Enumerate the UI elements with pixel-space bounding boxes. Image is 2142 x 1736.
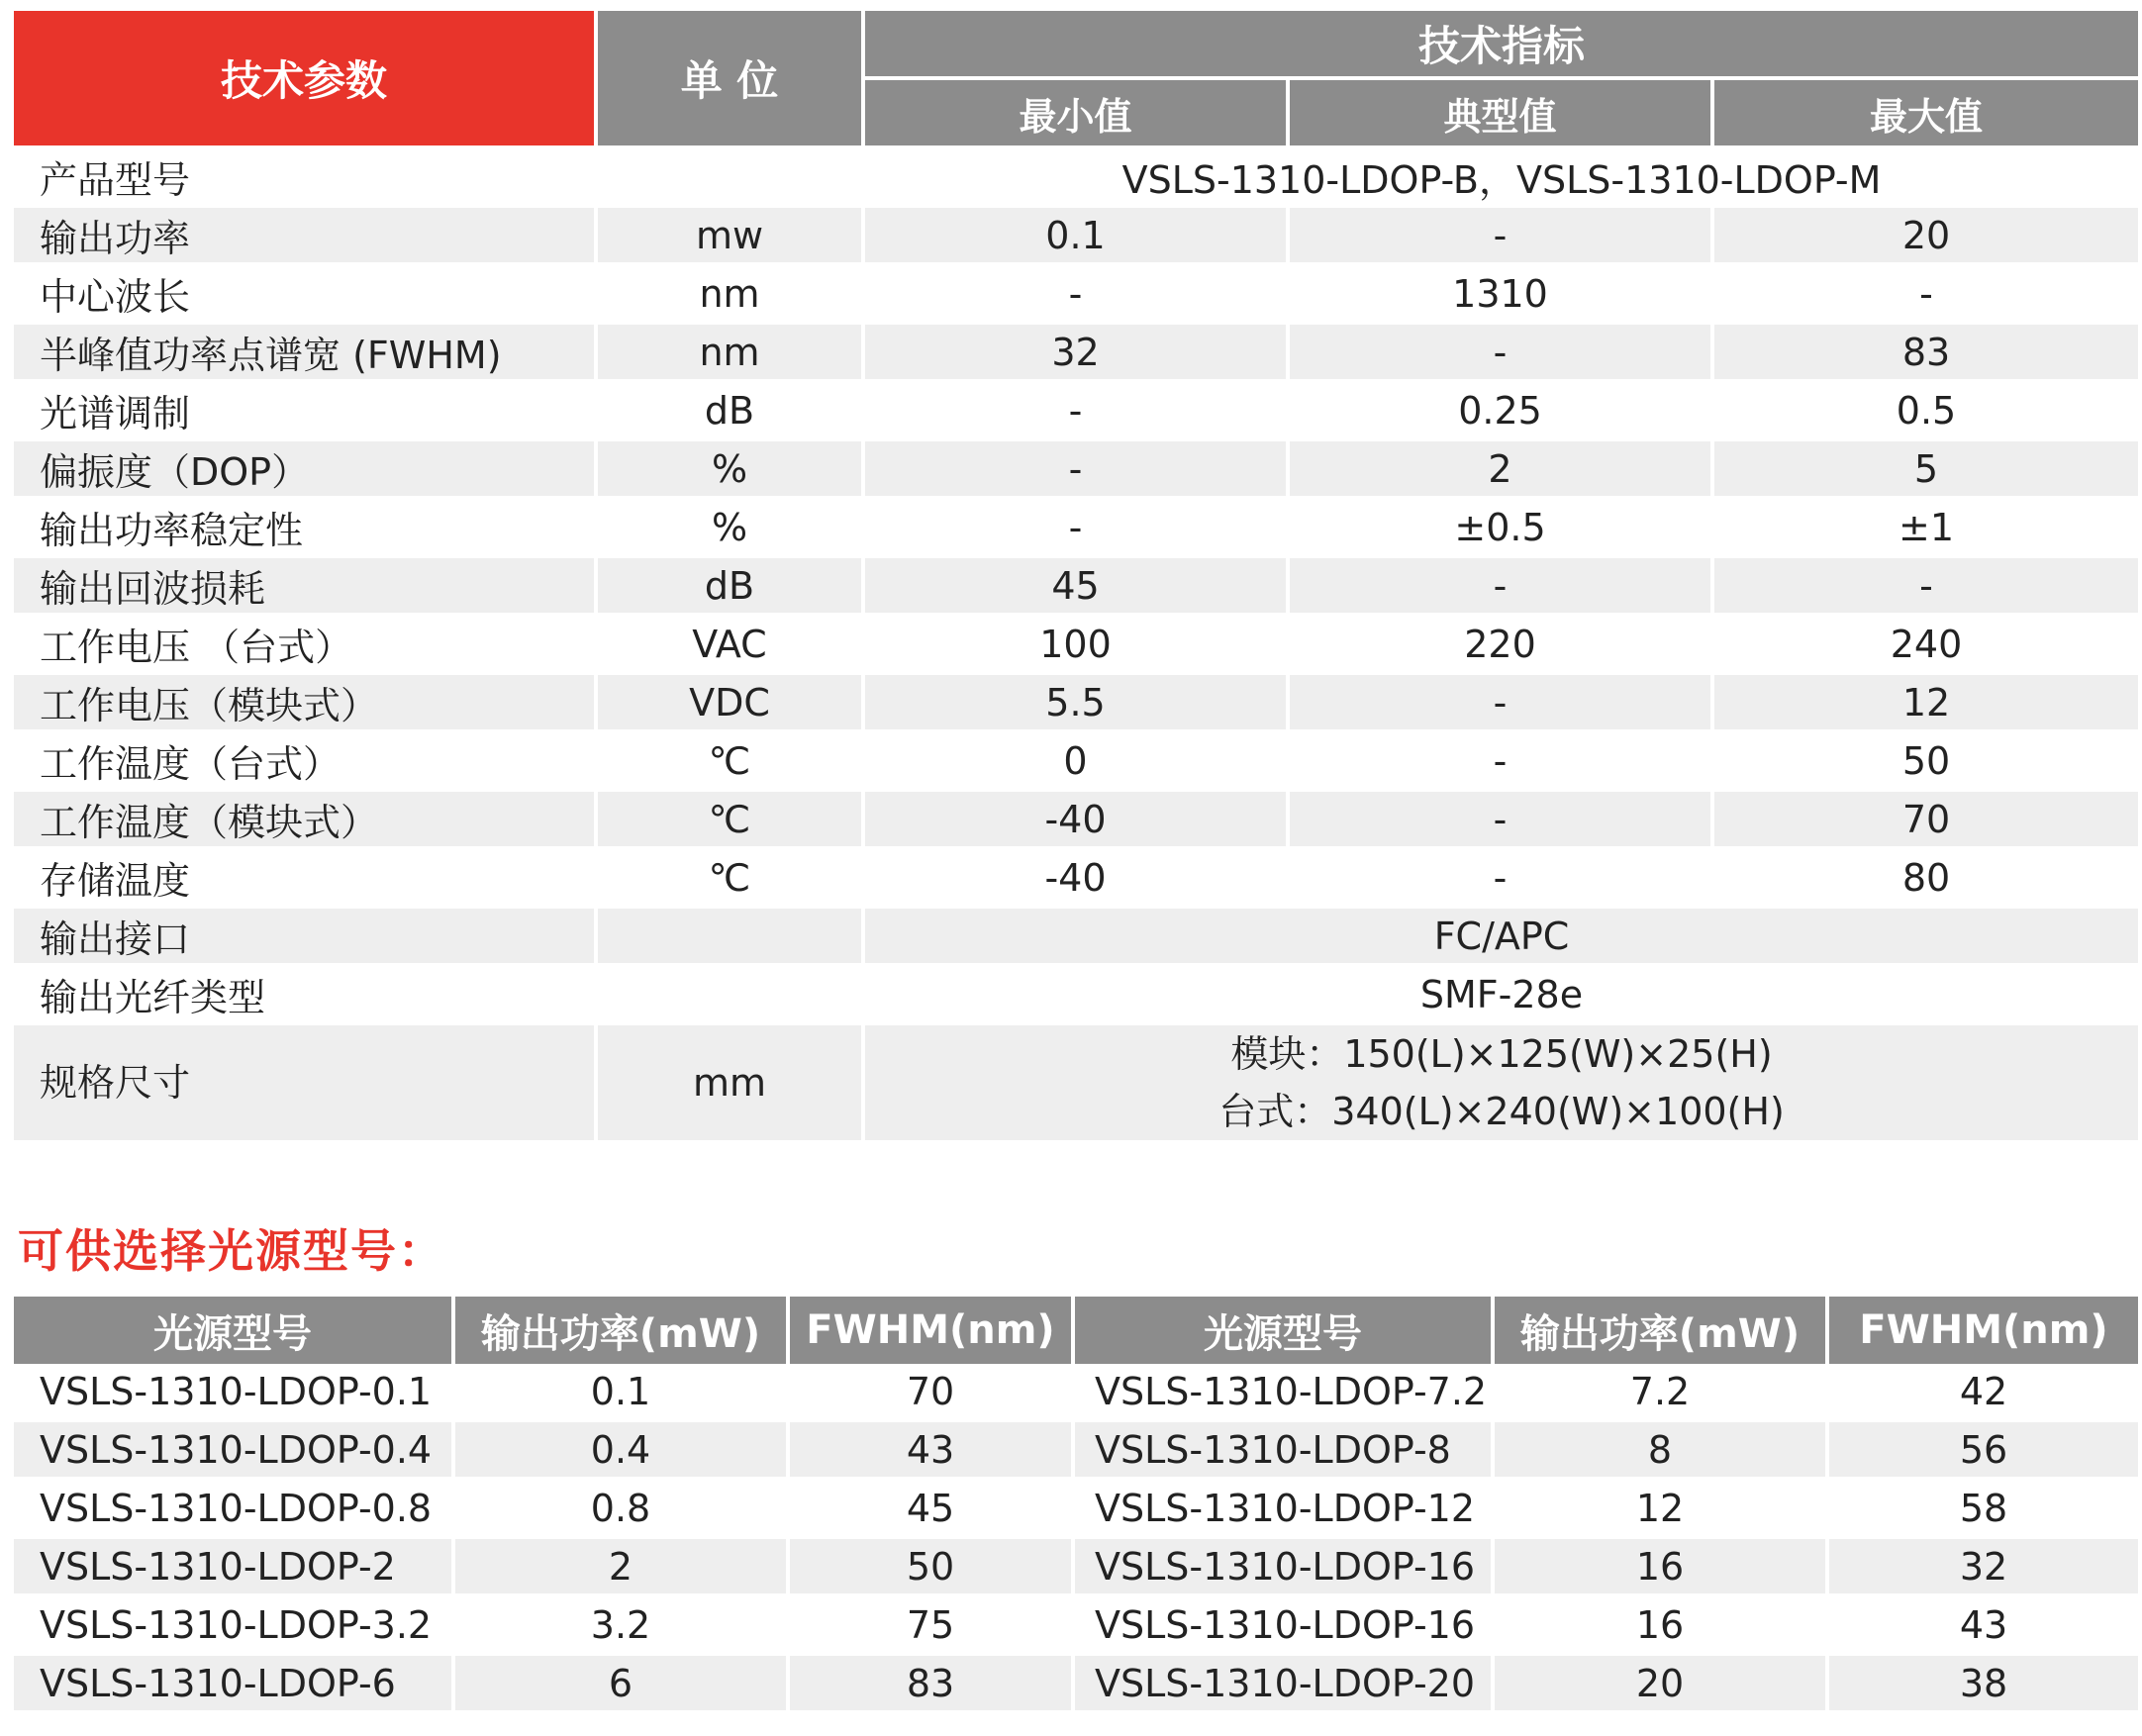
model-power: 8 — [1495, 1422, 1829, 1481]
param-max: 240 — [1714, 617, 2138, 675]
param-unit: VAC — [598, 617, 865, 675]
param-name: 中心波长 — [14, 266, 598, 325]
param-unit: VDC — [598, 675, 865, 733]
model-name: VSLS-1310-LDOP-16 — [1075, 1597, 1495, 1656]
models-table — [14, 1297, 2138, 1714]
col-fwhm: FWHM(nm) — [1829, 1297, 2138, 1364]
model-power: 16 — [1495, 1539, 1829, 1597]
model-fwhm: 38 — [1829, 1656, 2138, 1714]
model-name: VSLS-1310-LDOP-16 — [1075, 1539, 1495, 1597]
param-name: 输出功率稳定性 — [14, 500, 598, 558]
param-typ: 1310 — [1290, 266, 1714, 325]
model-power: 16 — [1495, 1597, 1829, 1656]
col-power: 输出功率(mW) — [455, 1297, 790, 1364]
size-module: 模块：150(L)×125(W)×25(H) — [1230, 1032, 1773, 1076]
param-typ: ±0.5 — [1290, 500, 1714, 558]
model-row — [14, 1656, 2138, 1714]
model-fwhm: 56 — [1829, 1422, 2138, 1481]
param-unit: mw — [598, 208, 865, 266]
param-min: 0 — [865, 733, 1290, 792]
model-name: VSLS-1310-LDOP-8 — [1075, 1422, 1495, 1481]
size-desktop: 台式：340(L)×240(W)×100(H) — [1218, 1090, 1785, 1133]
param-max: ±1 — [1714, 500, 2138, 558]
spec-row — [14, 1025, 2138, 1144]
model-power: 0.1 — [455, 1364, 790, 1422]
param-span-value: SMF-28e — [865, 967, 2138, 1025]
spec-row — [14, 441, 2138, 500]
param-unit: mm — [598, 1025, 865, 1144]
param-max: 83 — [1714, 325, 2138, 383]
models-heading: 可供选择光源型号： — [18, 1224, 445, 1278]
models-table-container — [14, 1297, 2138, 1714]
model-fwhm: 75 — [790, 1597, 1075, 1656]
model-row — [14, 1539, 2138, 1597]
model-fwhm: 32 — [1829, 1539, 2138, 1597]
header-unit: 单 位 — [598, 11, 865, 149]
param-min: - — [865, 266, 1290, 325]
model-fwhm: 45 — [790, 1481, 1075, 1539]
model-fwhm: 58 — [1829, 1481, 2138, 1539]
model-name: VSLS-1310-LDOP-7.2 — [1075, 1364, 1495, 1422]
spec-row — [14, 909, 2138, 967]
param-typ: - — [1290, 325, 1714, 383]
param-max: 20 — [1714, 208, 2138, 266]
model-power: 0.8 — [455, 1481, 790, 1539]
param-typ: 220 — [1290, 617, 1714, 675]
spec-row — [14, 792, 2138, 850]
param-typ: - — [1290, 733, 1714, 792]
model-fwhm: 43 — [1829, 1597, 2138, 1656]
param-min: - — [865, 500, 1290, 558]
model-name: VSLS-1310-LDOP-0.4 — [14, 1422, 455, 1481]
param-min: 0.1 — [865, 208, 1290, 266]
model-row — [14, 1597, 2138, 1656]
param-unit: ℃ — [598, 733, 865, 792]
param-name: 输出回波损耗 — [14, 558, 598, 617]
param-name: 输出接口 — [14, 909, 598, 967]
param-unit: % — [598, 500, 865, 558]
param-min: 100 — [865, 617, 1290, 675]
param-unit: % — [598, 441, 865, 500]
model-power: 7.2 — [1495, 1364, 1829, 1422]
param-typ: - — [1290, 792, 1714, 850]
model-row — [14, 1422, 2138, 1481]
col-power: 输出功率(mW) — [1495, 1297, 1829, 1364]
param-max: - — [1714, 558, 2138, 617]
model-name: VSLS-1310-LDOP-12 — [1075, 1481, 1495, 1539]
param-name: 存储温度 — [14, 850, 598, 909]
param-min: 45 — [865, 558, 1290, 617]
param-name: 工作电压（模块式） — [14, 675, 598, 733]
param-unit: nm — [598, 325, 865, 383]
param-typ: - — [1290, 850, 1714, 909]
spec-row — [14, 149, 2138, 208]
model-fwhm: 70 — [790, 1364, 1075, 1422]
spec-row — [14, 617, 2138, 675]
param-min: 32 — [865, 325, 1290, 383]
spec-row — [14, 325, 2138, 383]
spec-row — [14, 675, 2138, 733]
param-typ: - — [1290, 558, 1714, 617]
spec-row — [14, 558, 2138, 617]
param-max: 50 — [1714, 733, 2138, 792]
param-max: 12 — [1714, 675, 2138, 733]
param-unit — [598, 909, 865, 967]
param-span-value: VSLS-1310-LDOP-B，VSLS-1310-LDOP-M — [865, 149, 2138, 208]
param-max: 80 — [1714, 850, 2138, 909]
model-power: 12 — [1495, 1481, 1829, 1539]
model-fwhm: 42 — [1829, 1364, 2138, 1422]
spec-row — [14, 266, 2138, 325]
param-min: 5.5 — [865, 675, 1290, 733]
param-min: - — [865, 383, 1290, 441]
param-typ: 2 — [1290, 441, 1714, 500]
param-max: 5 — [1714, 441, 2138, 500]
spec-table-container — [14, 11, 2138, 1144]
header-min: 最小值 — [865, 80, 1290, 149]
col-model: 光源型号 — [1075, 1297, 1495, 1364]
param-name: 工作电压 （台式） — [14, 617, 598, 675]
param-max: - — [1714, 266, 2138, 325]
model-name: VSLS-1310-LDOP-6 — [14, 1656, 455, 1714]
spec-table — [14, 11, 2138, 1144]
param-unit: ℃ — [598, 792, 865, 850]
model-name: VSLS-1310-LDOP-0.8 — [14, 1481, 455, 1539]
param-unit: ℃ — [598, 850, 865, 909]
param-name: 半峰值功率点谱宽 (FWHM) — [14, 325, 598, 383]
model-fwhm: 83 — [790, 1656, 1075, 1714]
spec-row — [14, 500, 2138, 558]
spec-row — [14, 967, 2138, 1025]
model-name: VSLS-1310-LDOP-2 — [14, 1539, 455, 1597]
param-name: 工作温度（台式） — [14, 733, 598, 792]
model-power: 0.4 — [455, 1422, 790, 1481]
model-row — [14, 1364, 2138, 1422]
model-name: VSLS-1310-LDOP-0.1 — [14, 1364, 455, 1422]
param-name: 偏振度（DOP） — [14, 441, 598, 500]
model-fwhm: 50 — [790, 1539, 1075, 1597]
model-name: VSLS-1310-LDOP-3.2 — [14, 1597, 455, 1656]
header-param: 技术参数 — [14, 11, 598, 149]
col-fwhm: FWHM(nm) — [790, 1297, 1075, 1364]
param-unit: dB — [598, 558, 865, 617]
spec-row — [14, 208, 2138, 266]
param-span-value — [865, 1025, 2138, 1144]
spec-row — [14, 850, 2138, 909]
header-indicator: 技术指标 — [865, 11, 2138, 80]
model-row — [14, 1481, 2138, 1539]
param-unit: dB — [598, 383, 865, 441]
model-power: 6 — [455, 1656, 790, 1714]
model-power: 2 — [455, 1539, 790, 1597]
col-model: 光源型号 — [14, 1297, 455, 1364]
param-name: 工作温度（模块式） — [14, 792, 598, 850]
model-fwhm: 43 — [790, 1422, 1075, 1481]
param-typ: 0.25 — [1290, 383, 1714, 441]
param-max: 0.5 — [1714, 383, 2138, 441]
param-unit: nm — [598, 266, 865, 325]
param-min: -40 — [865, 792, 1290, 850]
header-typ: 典型值 — [1290, 80, 1714, 149]
spec-row — [14, 733, 2138, 792]
param-min: - — [865, 441, 1290, 500]
model-power: 3.2 — [455, 1597, 790, 1656]
header-max: 最大值 — [1714, 80, 2138, 149]
param-name: 产品型号 — [14, 149, 598, 208]
param-min: -40 — [865, 850, 1290, 909]
model-power: 20 — [1495, 1656, 1829, 1714]
param-typ: - — [1290, 208, 1714, 266]
param-name: 输出光纤类型 — [14, 967, 598, 1025]
spec-row — [14, 383, 2138, 441]
param-name: 规格尺寸 — [14, 1025, 598, 1144]
param-unit — [598, 149, 865, 208]
param-unit — [598, 967, 865, 1025]
param-name: 光谱调制 — [14, 383, 598, 441]
param-typ: - — [1290, 675, 1714, 733]
param-name: 输出功率 — [14, 208, 598, 266]
model-name: VSLS-1310-LDOP-20 — [1075, 1656, 1495, 1714]
param-max: 70 — [1714, 792, 2138, 850]
param-span-value: FC/APC — [865, 909, 2138, 967]
